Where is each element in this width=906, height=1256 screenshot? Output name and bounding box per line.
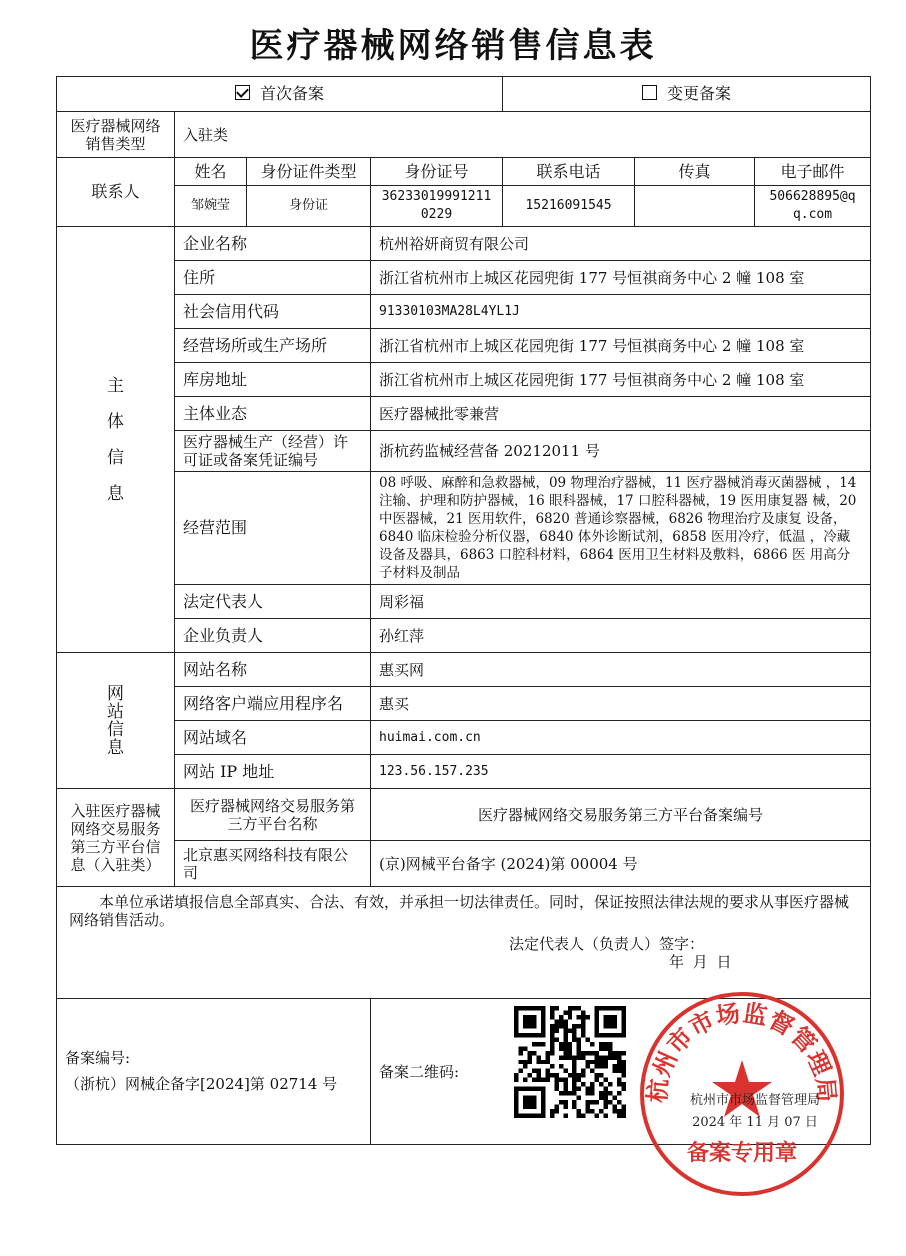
app-name-label: 网络客户端应用程序名 — [175, 687, 371, 721]
contact-id-number: 362330199912110229 — [371, 186, 503, 227]
legal-rep-label: 法定代表人 — [175, 585, 371, 619]
contact-fax — [635, 186, 755, 227]
subject-section-label: 主 体 信 息 — [57, 227, 175, 653]
app-name-value: 惠买 — [371, 687, 871, 721]
credit-code-label: 社会信用代码 — [175, 295, 371, 329]
business-site-label: 经营场所或生产场所 — [175, 329, 371, 363]
legal-rep-value: 周彩福 — [371, 585, 871, 619]
contact-header: 电子邮件 — [755, 158, 871, 186]
business-form-label: 主体业态 — [175, 397, 371, 431]
website-section-label: 网 站 信 息 — [57, 653, 175, 789]
declaration-text: 本单位承诺填报信息全部真实、合法、有效，并承担一切法律责任。同时，保证按照法律法规的要求从事医疗器械网络销售活动。 — [69, 893, 850, 929]
filing-number-value: （浙杭）网械企备字[2024]第 02714 号 — [65, 1075, 338, 1093]
person-in-charge-label: 企业负责人 — [175, 619, 371, 653]
platform-code-header: 医疗器械网络交易服务第三方平台备案编号 — [371, 789, 871, 841]
person-in-charge-value: 孙红萍 — [371, 619, 871, 653]
seal-ring-text: 杭州市市场监督管理局 — [643, 998, 841, 1104]
filing-number-cell — [57, 999, 371, 1145]
change-filing-label: 变更备案 — [667, 84, 732, 103]
contact-label: 联系人 — [57, 158, 175, 227]
platform-code-value: (京)网械平台备字 (2024)第 00004 号 — [371, 841, 871, 887]
website-name-value: 惠买网 — [371, 653, 871, 687]
business-form-value: 医疗器械批零兼营 — [371, 397, 871, 431]
address-label: 住所 — [175, 261, 371, 295]
address-value: 浙江省杭州市上城区花园兜街 177 号恒祺商务中心 2 幢 108 室 — [371, 261, 871, 295]
contact-header: 姓名 — [175, 158, 247, 186]
license-number-label: 医疗器械生产（经营）许可证或备案凭证编号 — [175, 431, 371, 472]
business-scope-value: 08 呼吸、麻醉和急救器械，09 物理治疗器械，11 医疗器械消毒灭菌器械 ，14 注输、护理和防护器械，16 眼科器械，17 口腔科器械，19 医用康复器 械，20 中医器械，21 医用软件，6820 普通诊察器械，6826 物理治疗及康复 设备，6840 临床检验分析仪器，6840 体外诊断试剂，6858 医用冷疗，低温 ，冷藏设备及器具，6863 口腔科材料，6864 医用卫生材料及敷料，6866 医 用高分子材料及制品 — [371, 472, 871, 585]
change-filing-cell[interactable] — [503, 77, 871, 112]
filing-number-label: 备案编号: — [65, 1049, 131, 1067]
platform-name-value: 北京惠买网络科技有限公司 — [175, 841, 371, 887]
contact-id-type: 身份证 — [247, 186, 371, 227]
business-site-value: 浙江省杭州市上城区花园兜街 177 号恒祺商务中心 2 幢 108 室 — [371, 329, 871, 363]
page-title: 医疗器械网络销售信息表 — [249, 26, 657, 66]
contact-header: 联系电话 — [503, 158, 635, 186]
declaration-cell — [57, 887, 871, 999]
seal-authority: 杭州市市场监督管理局 — [689, 1093, 820, 1108]
business-scope-label: 经营范围 — [175, 472, 371, 585]
company-name-label: 企业名称 — [175, 227, 371, 261]
qr-code-image — [514, 1006, 626, 1118]
sales-type-value: 入驻类 — [175, 112, 871, 158]
contact-phone: 15216091545 — [503, 186, 635, 227]
seal-authority-block — [660, 1090, 850, 1134]
info-table — [56, 76, 871, 1145]
company-name-value: 杭州裕妍商贸有限公司 — [371, 227, 871, 261]
contact-name: 邹婉莹 — [175, 186, 247, 227]
platform-name-header: 医疗器械网络交易服务第三方平台名称 — [175, 789, 371, 841]
warehouse-value: 浙江省杭州市上城区花园兜街 177 号恒祺商务中心 2 幢 108 室 — [371, 363, 871, 397]
seal-date: 2024 年 11 月 07 日 — [692, 1115, 818, 1130]
signature-date: 年 月 日 — [669, 953, 734, 971]
ip-address-value: 123.56.157.235 — [371, 755, 871, 789]
change-filing-checkbox[interactable] — [642, 85, 657, 100]
domain-value: huimai.com.cn — [371, 721, 871, 755]
contact-header: 身份证件类型 — [247, 158, 371, 186]
filing-qr-label: 备案二维码: — [379, 1062, 460, 1081]
website-name-label: 网站名称 — [175, 653, 371, 687]
domain-label: 网站域名 — [175, 721, 371, 755]
contact-header: 身份证号 — [371, 158, 503, 186]
signature-label: 法定代表人（负责人）签字： — [509, 935, 705, 953]
contact-email: 506628895@qq.com — [755, 186, 871, 227]
seal-bottom-text: 备案专用章 — [686, 1141, 798, 1166]
credit-code-value: 91330103MA28L4YL1J — [371, 295, 871, 329]
contact-header: 传真 — [635, 158, 755, 186]
first-filing-cell[interactable] — [57, 77, 503, 112]
first-filing-checkbox[interactable] — [235, 85, 250, 100]
platform-section-label: 入驻医疗器械网络交易服务第三方平台信息（入驻类） — [57, 789, 175, 887]
ip-address-label: 网站 IP 地址 — [175, 755, 371, 789]
warehouse-label: 库房地址 — [175, 363, 371, 397]
sales-type-label: 医疗器械网络销售类型 — [57, 112, 175, 158]
first-filing-label: 首次备案 — [260, 84, 325, 103]
license-number-value: 浙杭药监械经营备 20212011 号 — [371, 431, 871, 472]
